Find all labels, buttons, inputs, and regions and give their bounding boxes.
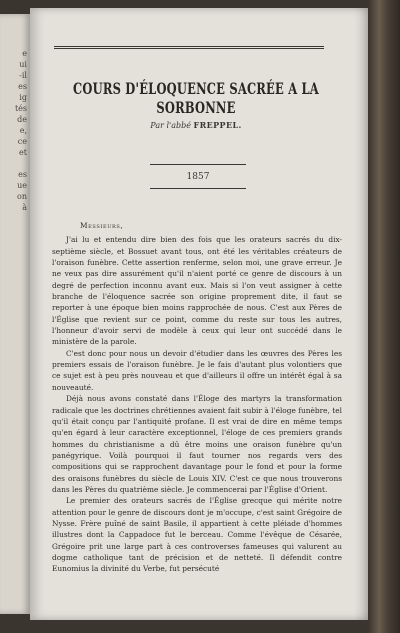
year-rule-bottom bbox=[150, 188, 246, 189]
previous-page-fragment: e, bbox=[19, 126, 27, 135]
previous-page-fragment: et bbox=[19, 148, 27, 157]
previous-page-fragment: es bbox=[18, 170, 27, 179]
byline-author: FREPPEL. bbox=[193, 120, 242, 130]
paragraph-2: C'est donc pour nous un devoir d'étudier dans les œuvres des Pères les premiers essais de l'oraison funèbre. Je le fais d'autant plus volontiers que ce sujet est à peu près nouveau et que d'ailleurs il offre un intérêt égal à sa nouveauté. bbox=[52, 348, 342, 392]
previous-page-edge bbox=[0, 14, 30, 614]
previous-page-fragment: à bbox=[22, 203, 27, 212]
paragraph-3: Déjà nous avons constaté dans l'Éloge des martyrs la transformation radicale que les doctrines chrétiennes avaient fait subir à l'éloge funèbre, tel qu'il était conçu par l'antiquité profane. Il est vrai de dire en même temps qu'en égard à leur caractère exceptionnel, l'éloge de ces premiers grands hommes du christianisme a dû être moins une oraison funèbre qu'un panégyrique. Voilà pourquoi il faut tourner nos regards vers des compositions qui se rapprochent davantage pour le fond et pour la forme des oraisons funèbres du siècle de Louis XIV. C'est ce que nous trouverons dans les Pères du quatrième siècle. Je commencerai par l'Église d'Orient. bbox=[52, 394, 342, 494]
article-year: 1857 bbox=[186, 172, 210, 182]
previous-page-fragment bbox=[0, 158, 30, 169]
previous-page-fragment: ue bbox=[17, 181, 27, 190]
previous-page-fragment: ce bbox=[17, 137, 27, 146]
article-byline bbox=[48, 120, 344, 130]
year-rule-top bbox=[150, 164, 246, 165]
header-rule bbox=[54, 46, 324, 49]
previous-page-fragment: de bbox=[17, 115, 27, 124]
previous-page-fragment: -il bbox=[19, 71, 27, 80]
previous-page-fragments bbox=[0, 14, 30, 213]
paragraph-1: J'ai lu et entendu dire bien des fois que les orateurs sacrés du dix-septième siècle, et Bossuet avant tous, ont été les véritables créateurs de l'oraison funèbre. Cette assertion renferme, selon moi, une grave erreur. Je ne veux pas dire assurément qu'il n'aient porté ce genre de discours à un degré de perfection inconnu avant eux. Mais si l'on veut assigner à cette branche de l'éloquence sacrée son origine proprement dite, il faut se reporter à une époque bien moins rapprochée de nous. C'est aux Pères de l'Église que revient sur ce point, comme du reste sur tous les autres, l'honneur d'avoir servi de modèle à ceux qui leur ont succédé dans le ministère de la parole. bbox=[52, 235, 342, 347]
article-body bbox=[52, 220, 342, 575]
previous-page-fragment: ui bbox=[19, 60, 27, 69]
paragraph-4: Le premier des orateurs sacrés de l'Église grecque qui mérite notre attention pour le genre de discours dont je m'occupe, c'est saint Grégoire de Nysse. Frère puîné de saint Basile, il appartient à cette pléiade d'hommes illustres dont la Cappadoce fut le berceau. Comme l'évêque de Césarée, Grégoire prit une large part à ces controverses fameuses qui valurent au dogme catholique tant de précision et de netteté. Il défendit contre Eunomius la divinité du Verbe, fut persécuté bbox=[52, 496, 342, 574]
previous-page-fragment: on bbox=[17, 192, 27, 201]
previous-page-fragment: es bbox=[18, 82, 27, 91]
book-page bbox=[30, 8, 368, 620]
byline-prefix: Par l'abbé bbox=[150, 121, 191, 130]
article-title: COURS D'ÉLOQUENCE SACRÉE A LA SORBONNE bbox=[73, 79, 319, 117]
salutation: Messieurs, bbox=[80, 221, 124, 230]
previous-page-fragment: ig bbox=[19, 93, 27, 102]
previous-page-fragment: e bbox=[22, 49, 27, 58]
page-curve-shadow bbox=[354, 8, 368, 620]
book-page-edges bbox=[368, 0, 400, 633]
previous-page-fragment: tés bbox=[14, 104, 27, 113]
